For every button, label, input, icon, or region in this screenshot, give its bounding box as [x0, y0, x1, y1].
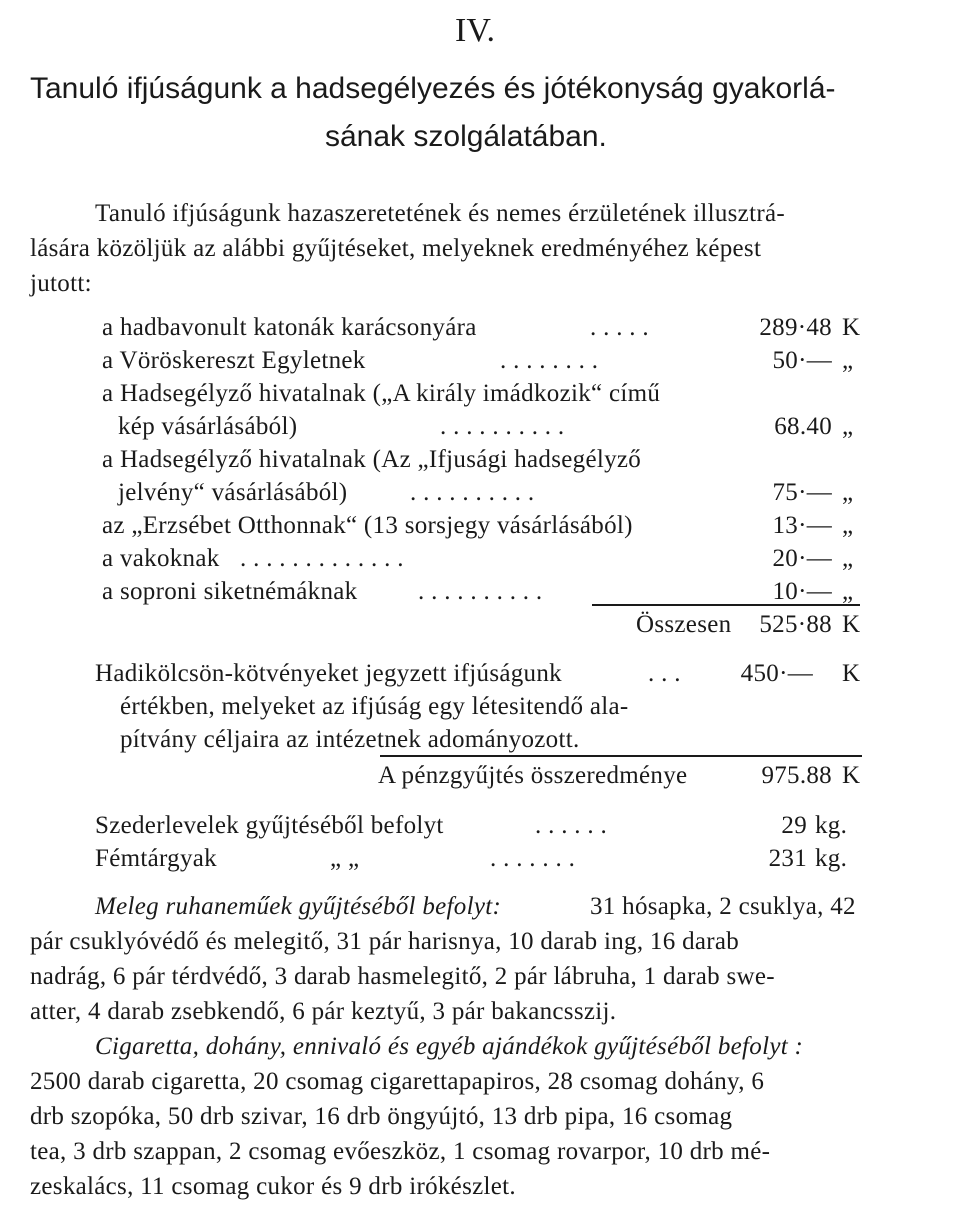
- intro-line-3: jutott:: [30, 270, 92, 297]
- gifts-line: 2500 darab cigaretta, 20 csomag cigarettapapiros, 28 csomag dohány, 6: [30, 1068, 765, 1095]
- collection-amount: 231: [768, 845, 807, 872]
- donation-amount: 10·—: [772, 578, 832, 605]
- gifts-line: tea, 3 drb szappan, 2 csomag evőeszköz, 1 csomag rovarpor, 10 drb mé-: [30, 1138, 771, 1165]
- leader-dots: . . . . . . . .: [500, 347, 599, 374]
- donation-amount: 13·—: [772, 512, 832, 539]
- ditto-marks: „ „: [330, 845, 360, 872]
- clothes-lead: Meleg ruhaneműek gyűjtéséből befolyt:: [95, 893, 502, 920]
- donation-label: a soproni siketnémáknak: [102, 578, 358, 605]
- bonds-line-2: értékben, melyeket az ifjúság egy létesitendő ala-: [120, 693, 629, 720]
- intro-line-2: lására közöljük az alábbi gyűjtéseket, melyeknek eredményéhez képest: [30, 235, 762, 262]
- clothes-line: 31 hósapka, 2 csuklya, 42: [590, 893, 856, 920]
- page-title-line-1: Tanuló ifjúságunk a hadsegélyezés és jótékonyság gyakorlá-: [30, 72, 836, 105]
- collection-unit: kg.: [815, 812, 848, 839]
- leader-dots: . . . . . . . . . . . . .: [240, 545, 404, 572]
- collection-label: Szederlevelek gyűjtéséből befolyt: [95, 812, 444, 839]
- donation-amount: 289·48: [759, 314, 832, 341]
- gifts-line: zeskalács, 11 csomag cukor és 9 drb irókészlet.: [30, 1173, 516, 1200]
- bonds-line-1: Hadikölcsön-kötvényeket jegyzett ifjúságunk: [95, 660, 562, 687]
- donation-label: a vakoknak: [102, 545, 220, 572]
- donation-unit: „: [842, 512, 854, 539]
- leader-dots: . . . . . . .: [490, 845, 576, 872]
- bonds-unit: K: [842, 660, 861, 687]
- donation-unit: K: [842, 314, 861, 341]
- donation-label: a Hadsegélyző hivatalnak („A király imádkozik“ című: [102, 380, 661, 407]
- subtotal-label: Összesen: [636, 611, 732, 638]
- gifts-lead: Cigaretta, dohány, ennivaló és egyéb ajándékok gyűjtéséből befolyt :: [95, 1033, 804, 1060]
- donation-amount: 75·—: [772, 479, 832, 506]
- bonds-amount: 450·—: [740, 660, 813, 687]
- donation-label: a hadbavonult katonák karácsonyára: [102, 314, 477, 341]
- leader-dots: . . . . . . . . . .: [440, 413, 565, 440]
- collection-amount: 29: [781, 812, 807, 839]
- clothes-line: nadrág, 6 pár térdvédő, 3 darab hasmelegitő, 2 pár lábruha, 1 darab swe-: [30, 963, 775, 990]
- donation-unit: „: [842, 347, 854, 374]
- leader-dots: . . . . . . . . . .: [418, 578, 543, 605]
- total-rule: [380, 755, 862, 757]
- donation-label: a Vöröskereszt Egyletnek: [102, 347, 366, 374]
- subtotal-amount: 525·88: [759, 611, 832, 638]
- leader-dots: . . . . . .: [535, 812, 608, 839]
- donation-label: jelvény“ vásárlásából): [118, 479, 348, 506]
- donation-amount: 50·—: [772, 347, 832, 374]
- collection-unit: kg.: [815, 845, 848, 872]
- leader-dots: . . .: [648, 660, 681, 687]
- intro-line-1: Tanuló ifjúságunk hazaszeretetének és nemes érzületének illusztrá-: [95, 200, 785, 227]
- donation-amount: 68.40: [774, 413, 832, 440]
- donation-label: kép vásárlásából): [118, 413, 298, 440]
- page-title-line-2: sának szolgálatában.: [325, 120, 607, 153]
- grand-total-label: A pénzgyűjtés összeredménye: [378, 762, 688, 789]
- subtotal-rule: [592, 604, 860, 606]
- grand-total-unit: K: [842, 762, 861, 789]
- donation-label: az „Erzsébet Otthonnak“ (13 sorsjegy vásárlásából): [102, 512, 633, 539]
- section-number: IV.: [455, 12, 495, 49]
- gifts-line: drb szopóka, 50 drb szivar, 16 drb öngyújtó, 13 drb pipa, 16 csomag: [30, 1103, 733, 1130]
- grand-total-amount: 975.88: [761, 762, 832, 789]
- clothes-line: atter, 4 darab zsebkendő, 6 pár keztyű, 3 pár bakancsszij.: [30, 998, 617, 1025]
- bonds-line-3: pítvány céljaira az intézetnek adományozott.: [120, 726, 580, 753]
- collection-label: Fémtárgyak: [95, 845, 217, 872]
- leader-dots: . . . . . . . . . .: [410, 479, 535, 506]
- donation-amount: 20·—: [772, 545, 832, 572]
- leader-dots: . . . . .: [590, 314, 649, 341]
- clothes-line: pár csuklyóvédő és melegitő, 31 pár harisnya, 10 darab ing, 16 darab: [30, 928, 740, 955]
- donation-unit: „: [842, 479, 854, 506]
- donation-unit: „: [842, 545, 854, 572]
- donation-unit: „: [842, 413, 854, 440]
- donation-label: a Hadsegélyző hivatalnak (Az „Ifjusági hadsegélyző: [102, 446, 642, 473]
- donation-unit: „: [842, 578, 854, 605]
- subtotal-unit: K: [842, 611, 861, 638]
